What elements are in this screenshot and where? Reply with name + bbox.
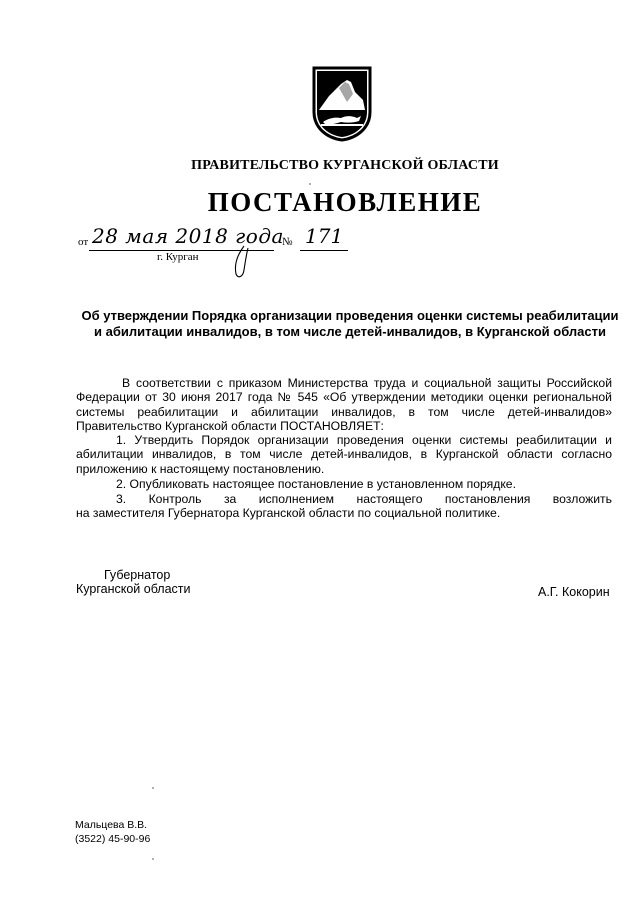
number-label: № — [282, 236, 293, 248]
document-subject — [70, 308, 630, 340]
executor-name: Мальцева В.В. — [75, 819, 148, 831]
scan-speck — [309, 183, 311, 185]
subject-line-2: и абилитации инвалидов, в том числе детей-инвалидов, в Курганской области — [94, 324, 606, 339]
date-from-label: от — [78, 236, 89, 248]
handwritten-number: 171 — [305, 224, 344, 248]
scan-speck — [152, 858, 154, 860]
signatory-position: Губернатор — [104, 568, 171, 582]
paragraph-preamble: В соответствии с приказом Министерства труда и социальной защиты Российской Федерации от 30 июня 2017 года № 545 «Об утверждении методики оценки региональной системы реабилитации и абилитации инвалидов, в том числе детей-инвалидов» Правительство Курганской области ПОСТАНОВЛЯЕТ: — [76, 376, 612, 434]
handwritten-date: 28 мая 2018 года — [92, 224, 284, 248]
paragraph-item-2: 2. Опубликовать настоящее постановление в установленном порядке. — [116, 477, 516, 491]
document-type-heading: ПОСТАНОВЛЕНИЕ — [207, 187, 483, 217]
paragraph-item-1: 1. Утвердить Порядок организации проведения оценки системы реабилитации и абилитации инвалидов, в том числе детей-инвалидов, в Курганской области согласно приложению к настоящему постановлению. — [76, 433, 612, 476]
coat-of-arms-icon — [311, 66, 373, 142]
number-underline — [300, 250, 348, 251]
signatory-region: Курганской области — [76, 582, 191, 596]
scan-speck — [152, 787, 154, 789]
paragraph-item-3-continued: на заместителя Губернатора Курганской области по социальной политике. — [76, 506, 501, 520]
signatory-name: А.Г. Кокорин — [538, 585, 610, 599]
subject-line-1: Об утверждении Порядка организации проведения оценки системы реабилитации — [81, 308, 619, 323]
executor-phone: (3522) 45-90-96 — [75, 833, 151, 845]
city-label: г. Курган — [157, 251, 199, 263]
government-title: ПРАВИТЕЛЬСТВО КУРГАНСКОЙ ОБЛАСТИ — [191, 158, 499, 173]
paragraph-item-3: 3. Контроль за исполнением настоящего постановления возложить — [116, 492, 612, 506]
handwriting-stroke — [228, 244, 252, 280]
